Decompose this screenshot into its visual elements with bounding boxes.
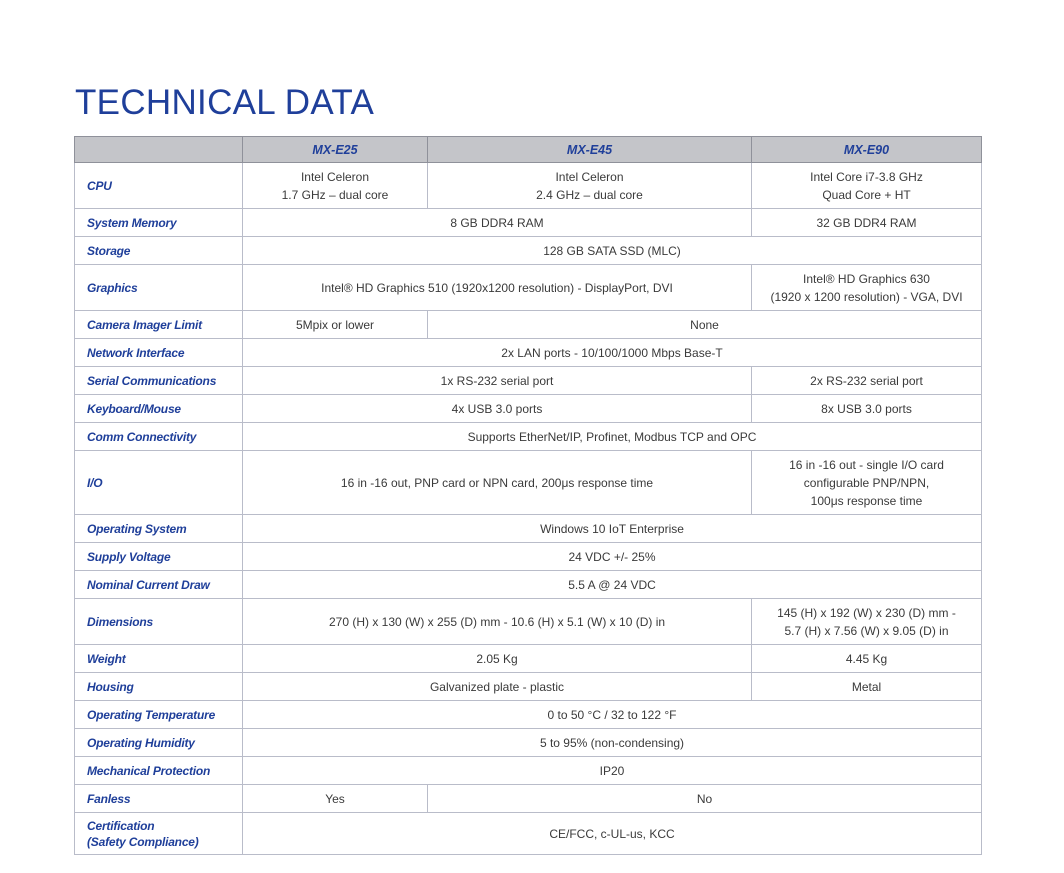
cell-line: 2.4 GHz – dual core — [536, 187, 643, 202]
cell-line: 5.7 (H) x 7.56 (W) x 9.05 (D) in — [784, 623, 949, 638]
cell-mx-e25 — [243, 163, 428, 209]
cell-mx-e45-e90: None — [428, 311, 982, 339]
cell-line: (1920 x 1200 resolution) - VGA, DVI — [770, 289, 963, 304]
cell-line: Intel Celeron — [300, 169, 370, 184]
row-label: Operating Temperature — [75, 701, 243, 729]
row-label: Operating System — [75, 515, 243, 543]
row-label: Camera Imager Limit — [75, 311, 243, 339]
cell-all-models: 24 VDC +/- 25% — [243, 543, 982, 571]
cell-mx-e45 — [428, 163, 752, 209]
row-label: Serial Communications — [75, 367, 243, 395]
row-cpu — [75, 163, 982, 209]
row-label-line: (Safety Compliance) — [87, 835, 199, 849]
row-label: Operating Humidity — [75, 729, 243, 757]
cell-all-models: 5.5 A @ 24 VDC — [243, 571, 982, 599]
row-label: CPU — [75, 163, 243, 209]
cell-all-models: 5 to 95% (non-condensing) — [243, 729, 982, 757]
row-operating-system — [75, 515, 982, 543]
cell-line: 100μs response time — [810, 493, 923, 508]
row-fanless — [75, 785, 982, 813]
cell-all-models: 128 GB SATA SSD (MLC) — [243, 237, 982, 265]
row-camera-imager-limit — [75, 311, 982, 339]
row-label: Dimensions — [75, 599, 243, 645]
row-mechanical-protection — [75, 757, 982, 785]
row-label: Nominal Current Draw — [75, 571, 243, 599]
cell-line: 16 in -16 out - single I/O card — [789, 457, 944, 472]
row-nominal-current-draw — [75, 571, 982, 599]
row-operating-temperature — [75, 701, 982, 729]
row-serial-communications — [75, 367, 982, 395]
cell-line: Quad Core + HT — [822, 187, 911, 202]
header-mx-e90: MX-E90 — [752, 137, 982, 163]
row-operating-humidity — [75, 729, 982, 757]
row-label — [75, 813, 243, 855]
cell-all-models: 0 to 50 °C / 32 to 122 °F — [243, 701, 982, 729]
row-supply-voltage — [75, 543, 982, 571]
row-label: Weight — [75, 645, 243, 673]
row-label: Supply Voltage — [75, 543, 243, 571]
row-housing — [75, 673, 982, 701]
cell-all-models: CE/FCC, c-UL-us, KCC — [243, 813, 982, 855]
row-label: Network Interface — [75, 339, 243, 367]
cell-mx-e25-e45: 270 (H) x 130 (W) x 255 (D) mm - 10.6 (H) x 5.1 (W) x 10 (D) in — [243, 599, 752, 645]
header-empty-cell — [75, 137, 243, 163]
cell-mx-e90: 4.45 Kg — [752, 645, 982, 673]
cell-mx-e90: 8x USB 3.0 ports — [752, 395, 982, 423]
row-keyboard-mouse — [75, 395, 982, 423]
cell-mx-e90: 2x RS-232 serial port — [752, 367, 982, 395]
row-label: Fanless — [75, 785, 243, 813]
row-dimensions — [75, 599, 982, 645]
row-comm-connectivity — [75, 423, 982, 451]
cell-mx-e90 — [752, 451, 982, 515]
header-mx-e25: MX-E25 — [243, 137, 428, 163]
technical-data-table — [74, 136, 982, 855]
row-label-line: Certification — [87, 819, 155, 833]
cell-line: Intel Core i7-3.8 GHz — [810, 169, 923, 184]
cell-line: 145 (H) x 192 (W) x 230 (D) mm - — [777, 605, 956, 620]
cell-mx-e25-e45: 1x RS-232 serial port — [243, 367, 752, 395]
row-label: Graphics — [75, 265, 243, 311]
cell-mx-e25-e45: 4x USB 3.0 ports — [243, 395, 752, 423]
row-graphics — [75, 265, 982, 311]
row-label: Housing — [75, 673, 243, 701]
cell-all-models: IP20 — [243, 757, 982, 785]
cell-mx-e25-e45: 2.05 Kg — [243, 645, 752, 673]
cell-mx-e90 — [752, 163, 982, 209]
cell-mx-e90 — [752, 599, 982, 645]
page-title: TECHNICAL DATA — [75, 83, 375, 122]
header-mx-e45: MX-E45 — [428, 137, 752, 163]
cell-mx-e25: Yes — [243, 785, 428, 813]
row-storage — [75, 237, 982, 265]
cell-all-models: Supports EtherNet/IP, Profinet, Modbus TCP and OPC — [243, 423, 982, 451]
cell-all-models: Windows 10 IoT Enterprise — [243, 515, 982, 543]
row-label: Keyboard/Mouse — [75, 395, 243, 423]
row-label: Storage — [75, 237, 243, 265]
cell-mx-e25-e45: 16 in -16 out, PNP card or NPN card, 200μs response time — [243, 451, 752, 515]
cell-mx-e25: 5Mpix or lower — [243, 311, 428, 339]
row-weight — [75, 645, 982, 673]
cell-line: 1.7 GHz – dual core — [281, 187, 389, 202]
cell-mx-e25-e45: Galvanized plate - plastic — [243, 673, 752, 701]
cell-line: configurable PNP/NPN, — [803, 475, 930, 490]
cell-mx-e45-e90: No — [428, 785, 982, 813]
row-system-memory — [75, 209, 982, 237]
cell-mx-e90: Metal — [752, 673, 982, 701]
row-label: Comm Connectivity — [75, 423, 243, 451]
cell-mx-e25-e45: Intel® HD Graphics 510 (1920x1200 resolution) - DisplayPort, DVI — [243, 265, 752, 311]
cell-line: Intel Celeron — [555, 169, 624, 184]
row-network-interface — [75, 339, 982, 367]
cell-line: Intel® HD Graphics 630 — [803, 271, 930, 286]
cell-mx-e25-e45: 8 GB DDR4 RAM — [243, 209, 752, 237]
cell-mx-e90 — [752, 265, 982, 311]
table-header-row — [75, 137, 982, 163]
cell-mx-e90: 32 GB DDR4 RAM — [752, 209, 982, 237]
row-certification — [75, 813, 982, 855]
cell-all-models: 2x LAN ports - 10/100/1000 Mbps Base-T — [243, 339, 982, 367]
row-io — [75, 451, 982, 515]
row-label: System Memory — [75, 209, 243, 237]
row-label: Mechanical Protection — [75, 757, 243, 785]
row-label: I/O — [75, 451, 243, 515]
